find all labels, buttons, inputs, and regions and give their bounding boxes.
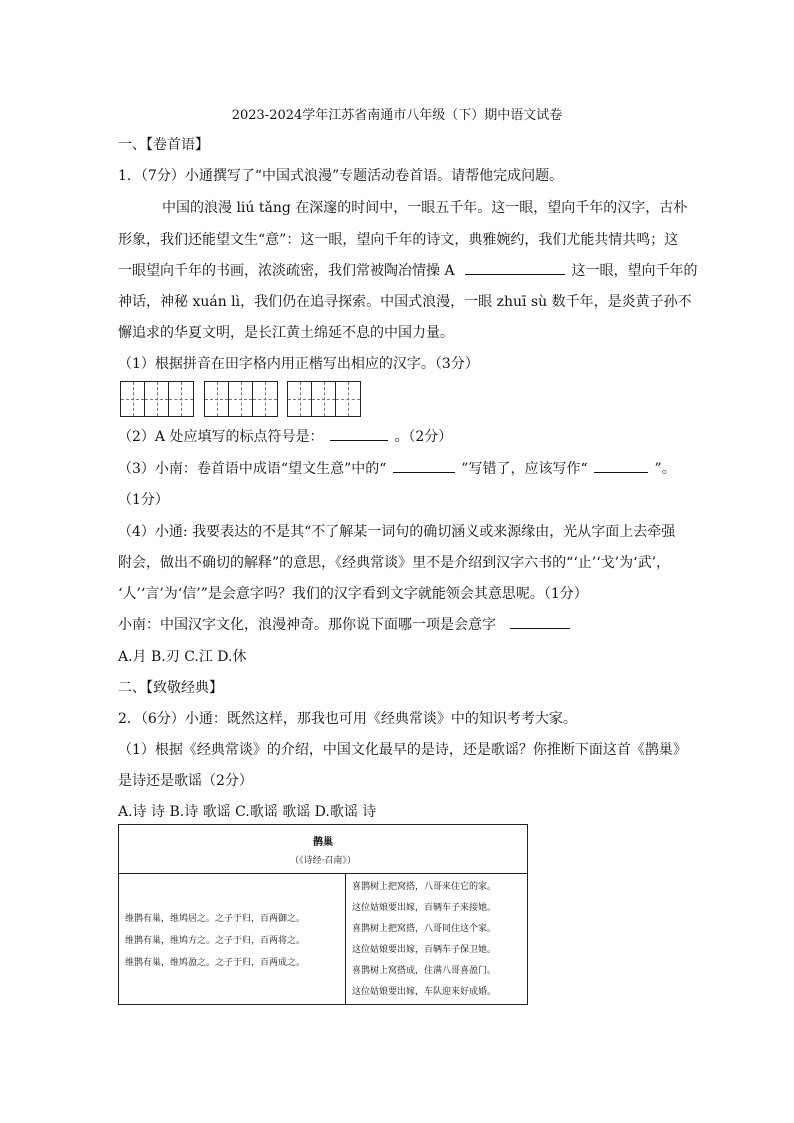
poem-translation-line: 喜鹊树上把窝搭，八哥同住这个家。 bbox=[352, 924, 497, 934]
blank-wrong-char[interactable] bbox=[393, 458, 455, 473]
tianzige-group-3[interactable] bbox=[287, 381, 361, 417]
tianzige-cell[interactable] bbox=[312, 382, 336, 416]
tianzige-group-1[interactable] bbox=[120, 381, 194, 417]
tianzige-cell[interactable] bbox=[229, 382, 253, 416]
poem-translation-line: 喜鹊树上窝搭成，住满八哥喜盈门。 bbox=[352, 966, 497, 976]
question-1-4-line-1: （4）小通: 我要表达的不是其“不了解某一词句的确切涵义或来源缘由，光从字面上去牵强 bbox=[118, 524, 676, 540]
poem-translation-line: 这位姑娘要出嫁，百辆车子保卫她。 bbox=[352, 945, 497, 955]
tianzige-cell[interactable] bbox=[169, 382, 193, 416]
poem-translation-line: 这位姑娘要出嫁，车队迎来好成婚。 bbox=[352, 987, 497, 997]
question-2-intro: 2．（6分）小通：既然这样，那我也可用《经典常谈》中的知识考考大家。 bbox=[118, 711, 577, 727]
question-1-3-text-c: ”。 bbox=[654, 461, 676, 477]
tianzige-cell[interactable] bbox=[253, 382, 277, 416]
page-title: 2023-2024学年江苏省南通市八年级（下）期中语文试卷 bbox=[231, 108, 563, 123]
poem-translation-line: 这位姑娘要出嫁，百辆车子来接她。 bbox=[352, 903, 497, 913]
question-1-4-line-3: ‘人’‘言’为‘信’”是会意字吗？我们的汉字看到文字就能领会其意思呢。（1分） bbox=[118, 586, 588, 602]
tianzige-cell[interactable] bbox=[145, 382, 169, 416]
question-1-4-options: A.月 B.刃 C.江 D.休 bbox=[118, 649, 247, 665]
passage-line-3-text: 一眼望向千年的书画，浓淡疏密，我们常被陶冶情操 A bbox=[118, 263, 455, 279]
question-1-3-score: （1分） bbox=[118, 492, 169, 508]
blank-a[interactable] bbox=[465, 260, 565, 275]
tianzige-cell[interactable] bbox=[336, 382, 360, 416]
poem-original-line: 维鹊有巢，维鸠居之。之子于归，百两御之。 bbox=[125, 914, 306, 924]
question-1-4-line-4-text: 小南：中国汉字文化，浪漫神奇。那你说下面哪一项是会意字 bbox=[118, 617, 496, 633]
passage-line-3-text-b: 这一眼，望向千年的 bbox=[571, 263, 698, 279]
question-1-intro: 1．（7分）小通撰写了“中国式浪漫”专题活动卷首语。请帮他完成问题。 bbox=[118, 168, 564, 184]
question-1-3-text-b: ”写错了，应该写作“ bbox=[461, 461, 588, 477]
tianzige-cell[interactable] bbox=[288, 382, 312, 416]
poem-source: （《诗经·召南》） bbox=[290, 856, 356, 866]
passage-line-1: 中国的浪漫 liú tǎng 在深邃的时间中，一眼五千年。这一眼，望向千年的汉字，古朴 bbox=[162, 200, 688, 216]
tianzige-cell[interactable] bbox=[205, 382, 229, 416]
section-heading-2: 二、【致敬经典】 bbox=[118, 680, 223, 696]
question-1-4-line-2: 附会，做出不确切的解释”的意思，《经典常谈》里不是介绍到汉字六书的“‘止’‘戈’为‘武’， bbox=[118, 555, 671, 571]
blank-punctuation[interactable] bbox=[330, 426, 388, 441]
question-2-1-line-2: 是诗还是歌谣（2分） bbox=[118, 773, 253, 789]
passage-line-2: 形象，我们还能望文生“意”：这一眼，望向千年的诗文，典雅婉约，我们尤能共情共鸣；这 bbox=[118, 232, 679, 248]
blank-correct-char[interactable] bbox=[594, 458, 648, 473]
tianzige-cell[interactable] bbox=[121, 382, 145, 416]
question-1-2-text: （2）A 处应填写的标点符号是： bbox=[118, 429, 324, 445]
question-2-options: A.诗 诗 B.诗 歌谣 C.歌谣 歌谣 D.歌谣 诗 bbox=[118, 804, 377, 820]
poem-translation-column bbox=[346, 874, 527, 1004]
poem-translation-line: 喜鹊树上把窝搭，八哥来住它的家。 bbox=[352, 882, 497, 892]
passage-line-4: 神话，神秘 xuán lì，我们仍在追寻探索。中国式浪漫，一眼 zhuī sù 数千年，是炎黄子孙不 bbox=[118, 294, 692, 310]
poem-original-line: 维鹊有巢，维鸠盈之。之子于归，百两成之。 bbox=[125, 958, 306, 968]
question-1-3 bbox=[118, 458, 676, 478]
question-1-3-text: （3）小南：卷首语中成语“望文生意”中的“ bbox=[118, 461, 387, 477]
poem-header bbox=[119, 825, 527, 874]
poem-title: 鹊巢 bbox=[313, 837, 333, 848]
question-1-1: （1）根据拼音在田字格内用正楷写出相应的汉字。（3分） bbox=[118, 356, 479, 372]
question-1-2-score: 。（2分） bbox=[394, 429, 453, 445]
question-1-2 bbox=[118, 426, 452, 446]
poem-original-line: 维鹊有巢，维鸠方之。之子于归，百两将之。 bbox=[125, 936, 306, 946]
passage-line-5: 懈追求的华夏文明，是长江黄土绵延不息的中国力量。 bbox=[118, 325, 454, 341]
section-heading-1: 一、【卷首语】 bbox=[118, 137, 209, 153]
blank-huiyi[interactable] bbox=[510, 614, 570, 629]
tianzige-group-2[interactable] bbox=[204, 381, 278, 417]
poem-table bbox=[118, 824, 528, 1005]
passage-line-3 bbox=[118, 260, 697, 280]
question-2-1-line-1: （1）根据《经典常谈》的介绍，中国文化最早的是诗，还是歌谣？你推断下面这首《鹊巢》 bbox=[118, 742, 687, 758]
question-1-4-line-4 bbox=[118, 614, 570, 634]
poem-original-column bbox=[119, 874, 346, 1004]
